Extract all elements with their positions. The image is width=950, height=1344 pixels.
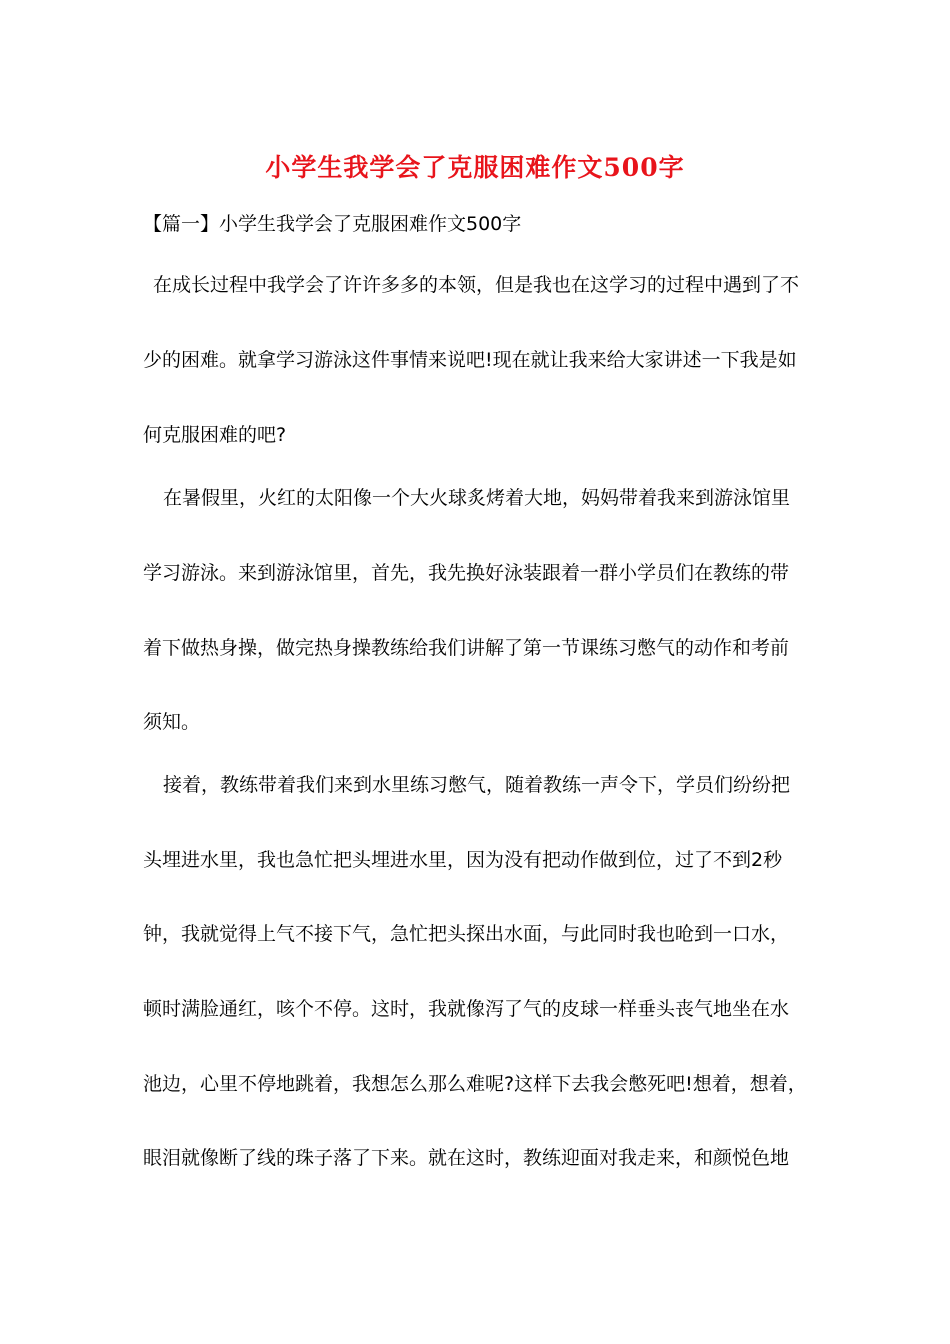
paragraph-line: 在暑假里，火红的太阳像一个大火球炙烤着大地，妈妈带着我来到游泳馆里 <box>163 487 791 509</box>
section-heading: 【篇一】小学生我学会了克服困难作文500字 <box>143 213 522 235</box>
paragraph-line: 头埋进水里，我也急忙把头埋进水里，因为没有把动作做到位，过了不到2秒 <box>143 849 783 871</box>
paragraph-line: 在成长过程中我学会了许许多多的本领，但是我也在这学习的过程中遇到了不 <box>153 274 800 296</box>
paragraph-line: 着下做热身操，做完热身操教练给我们讲解了第一节课练习憋气的动作和考前 <box>143 637 790 659</box>
paragraph-line: 少的困难。就拿学习游泳这件事情来说吧!现在就让我来给大家讲述一下我是如 <box>143 349 797 371</box>
paragraph-line: 何克服困难的吧? <box>143 424 287 446</box>
paragraph-line: 钟，我就觉得上气不接下气，急忙把头探出水面，与此同时我也呛到一口水， <box>143 923 790 945</box>
paragraph-line: 眼泪就像断了线的珠子落了下来。就在这时，教练迎面对我走来，和颜悦色地 <box>143 1147 790 1169</box>
paragraph-line: 学习游泳。来到游泳馆里，首先，我先换好泳装跟着一群小学员们在教练的带 <box>143 562 790 584</box>
paragraph-line: 接着，教练带着我们来到水里练习憋气，随着教练一声令下，学员们纷纷把 <box>163 774 791 796</box>
document-title: 小学生我学会了克服困难作文500字 <box>265 153 685 182</box>
paragraph-line: 须知。 <box>143 711 201 733</box>
paragraph-line: 池边，心里不停地跳着，我想怎么那么难呢?这样下去我会憋死吧!想着，想着， <box>143 1073 807 1095</box>
paragraph-line: 顿时满脸通红，咳个不停。这时，我就像泻了气的皮球一样垂头丧气地坐在水 <box>143 998 790 1020</box>
